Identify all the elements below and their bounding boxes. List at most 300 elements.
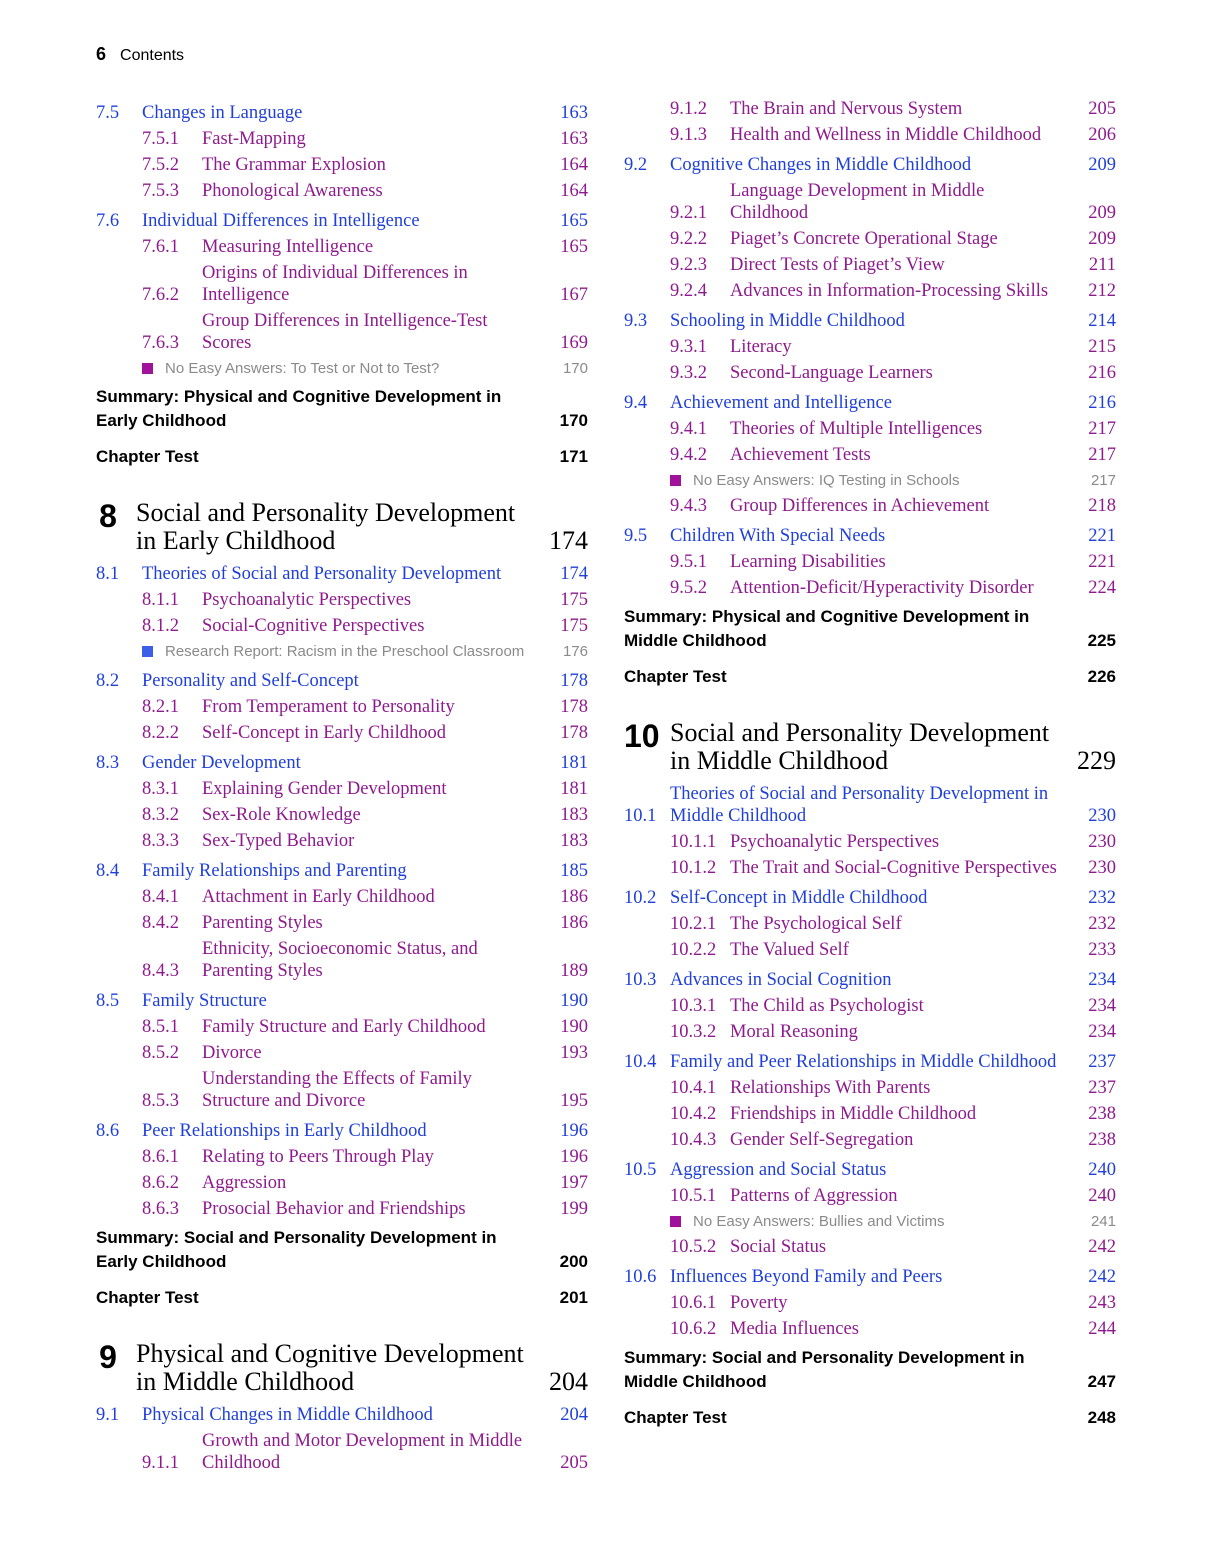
toc-subsection-entry[interactable] [624, 1019, 1116, 1045]
entry-page-number: 164 [560, 181, 588, 201]
entry-number: 10.3 [624, 970, 657, 990]
entry-title: Poverty [730, 1293, 788, 1313]
entry-title: Family Structure [142, 991, 267, 1011]
entry-title: Psychoanalytic Perspectives [730, 832, 940, 852]
entry-number: 7.6.1 [142, 237, 179, 257]
entry-number: 7.5.1 [142, 129, 179, 149]
entry-page-number: 186 [560, 887, 588, 907]
toc-subsection-entry[interactable] [624, 937, 1116, 963]
entry-title: Influences Beyond Family and Peers [670, 1267, 943, 1287]
entry-number: 10.4.1 [670, 1078, 717, 1098]
toc-subsection-entry[interactable] [624, 278, 1116, 304]
entry-title: Aggression [202, 1173, 287, 1193]
entry-number: 9.4.1 [670, 419, 707, 439]
entry-title: Advances in Information-Processing Skills [730, 281, 1049, 301]
chapter-test-title: Chapter Test [96, 1288, 199, 1307]
entry-title: Piaget’s Concrete Operational Stage [730, 229, 998, 249]
toc-subsection-entry[interactable] [96, 1196, 588, 1222]
entry-number: 8.6 [96, 1121, 120, 1141]
toc-summary-entry[interactable] [96, 385, 588, 433]
toc-subsection-entry[interactable] [624, 1101, 1116, 1127]
entry-title: Self-Concept in Middle Childhood [670, 888, 928, 908]
entry-title: Children With Special Needs [670, 526, 886, 546]
toc-section-entry[interactable] [96, 668, 588, 694]
entry-title: Relating to Peers Through Play [202, 1147, 434, 1167]
entry-number: 8.1.2 [142, 616, 179, 636]
entry-number: 10.1 [624, 806, 657, 826]
entry-number: 9.5 [624, 526, 648, 546]
entry-number: 10.3.1 [670, 996, 717, 1016]
entry-page-number: 244 [1088, 1319, 1116, 1339]
toc-section-entry[interactable] [96, 1118, 588, 1144]
entry-title: The Psychological Self [730, 914, 902, 934]
toc-subsection-entry[interactable] [96, 587, 588, 613]
entry-page-number: 217 [1088, 445, 1116, 465]
toc-section-entry[interactable] [624, 781, 1116, 829]
entry-number: 8.5.2 [142, 1043, 179, 1063]
toc-subsection-entry[interactable] [624, 575, 1116, 601]
entry-number: 8.5.1 [142, 1017, 179, 1037]
toc-chapter-heading[interactable] [96, 1340, 588, 1396]
entry-page-number: 190 [560, 1017, 588, 1037]
toc-subsection-entry[interactable] [624, 1316, 1116, 1342]
entry-page-number: 212 [1088, 281, 1116, 301]
entry-number: 9.2.2 [670, 229, 707, 249]
feature-title: No Easy Answers: IQ Testing in Schools [693, 472, 960, 489]
entry-title: Advances in Social Cognition [670, 970, 892, 990]
entry-page-number: 233 [1088, 940, 1116, 960]
entry-title: Sex-Typed Behavior [202, 831, 355, 851]
entry-title: Health and Wellness in Middle Childhood [730, 125, 1042, 145]
entry-title: The Child as Psychologist [730, 996, 924, 1016]
toc-section-entry[interactable] [624, 1264, 1116, 1290]
entry-number: 8.4.2 [142, 913, 179, 933]
toc-section-entry[interactable] [96, 561, 588, 587]
toc-section-entry[interactable] [624, 308, 1116, 334]
entry-title: Group Differences in Achievement [730, 496, 990, 516]
entry-page-number: 214 [1088, 311, 1116, 331]
entry-page-number: 175 [560, 616, 588, 636]
entry-page-number: 169 [560, 333, 588, 353]
entry-title: Family Relationships and Parenting [142, 861, 407, 881]
entry-title: Social Status [730, 1237, 827, 1257]
entry-number: 8.3.1 [142, 779, 179, 799]
toc-subsection-entry[interactable] [96, 1014, 588, 1040]
entry-page-number: 178 [560, 697, 588, 717]
toc-subsection-entry[interactable] [96, 1040, 588, 1066]
toc-section-entry[interactable] [624, 152, 1116, 178]
chapter-test-page-number: 201 [559, 1288, 588, 1307]
toc-subsection-entry[interactable] [624, 1127, 1116, 1153]
entry-number: 8.3 [96, 753, 120, 773]
entry-number: 9.2 [624, 155, 648, 175]
entry-page-number: 234 [1088, 996, 1116, 1016]
toc-subsection-entry[interactable] [624, 993, 1116, 1019]
entry-page-number: 232 [1088, 888, 1116, 908]
entry-page-number: 237 [1088, 1078, 1116, 1098]
entry-number: 9.4.3 [670, 496, 707, 516]
chapter-number: 9 [99, 1339, 117, 1375]
entry-title: Peer Relationships in Early Childhood [142, 1121, 427, 1141]
toc-chapter-heading[interactable] [624, 719, 1116, 775]
entry-page-number: 205 [1088, 99, 1116, 119]
toc-subsection-entry[interactable] [96, 613, 588, 639]
entry-title: Family and Peer Relationships in Middle Childhood [670, 1052, 1057, 1072]
page-header [96, 44, 184, 65]
entry-title: Direct Tests of Piaget’s View [730, 255, 945, 275]
entry-page-number: 178 [560, 671, 588, 691]
entry-page-number: 197 [560, 1173, 588, 1193]
toc-subsection-entry[interactable] [96, 910, 588, 936]
entry-number: 8.4.3 [142, 961, 179, 981]
toc-subsection-entry[interactable] [96, 776, 588, 802]
toc-feature-box-entry[interactable] [142, 356, 588, 381]
toc-section-entry[interactable] [624, 967, 1116, 993]
summary-title: Summary: Physical and Cognitive Development in Early Childhood [96, 387, 502, 430]
entry-number: 10.2.1 [670, 914, 717, 934]
toc-subsection-entry[interactable] [624, 1290, 1116, 1316]
toc-chapter-test-entry[interactable] [624, 665, 1116, 689]
entry-title: Ethnicity, Socioeconomic Status, and Parenting Styles [202, 939, 478, 981]
toc-subsection-entry[interactable] [96, 234, 588, 260]
entry-number: 9.1.3 [670, 125, 707, 145]
entry-page-number: 167 [560, 285, 588, 305]
toc-subsection-entry[interactable] [624, 122, 1116, 148]
feature-title: No Easy Answers: To Test or Not to Test? [165, 360, 440, 377]
entry-page-number: 218 [1088, 496, 1116, 516]
summary-page-number: 225 [1087, 631, 1116, 650]
entry-title: Personality and Self-Concept [142, 671, 359, 691]
toc-feature-box-entry[interactable] [142, 639, 588, 664]
toc-subsection-entry[interactable] [624, 829, 1116, 855]
entry-number: 9.1.2 [670, 99, 707, 119]
entry-page-number: 217 [1088, 419, 1116, 439]
toc-section-entry[interactable] [624, 1049, 1116, 1075]
entry-page-number: 242 [1088, 1267, 1116, 1287]
entry-number: 7.6.3 [142, 333, 179, 353]
feature-title: No Easy Answers: Bullies and Victims [693, 1213, 945, 1230]
toc-subsection-entry[interactable] [624, 442, 1116, 468]
toc-subsection-entry[interactable] [96, 178, 588, 204]
toc-subsection-entry[interactable] [96, 152, 588, 178]
toc-subsection-entry[interactable] [96, 720, 588, 746]
toc-subsection-entry[interactable] [624, 252, 1116, 278]
entry-number: 9.2.1 [670, 203, 707, 223]
page-number: 6 [96, 44, 107, 64]
entry-title: Origins of Individual Differences in Intelligence [202, 263, 468, 305]
entry-number: 10.6.2 [670, 1319, 717, 1339]
chapter-test-title: Chapter Test [96, 447, 199, 466]
chapter-title-group [136, 499, 588, 555]
entry-number: 8.5 [96, 991, 120, 1011]
entry-title: Social-Cognitive Perspectives [202, 616, 425, 636]
chapter-title-group [136, 1340, 588, 1396]
entry-page-number: 193 [560, 1043, 588, 1063]
entry-page-number: 230 [1088, 832, 1116, 852]
entry-title: The Trait and Social-Cognitive Perspectives [730, 858, 1057, 878]
toc-section-entry[interactable] [96, 100, 588, 126]
square-bullet-icon [142, 646, 153, 657]
entry-number: 9.1 [96, 1405, 120, 1425]
entry-number: 9.3.2 [670, 363, 707, 383]
square-bullet-icon [670, 475, 681, 486]
entry-number: 8.2 [96, 671, 120, 691]
feature-page-number: 241 [1090, 1213, 1116, 1230]
toc-subsection-entry[interactable] [96, 828, 588, 854]
chapter-page-number: 229 [1077, 746, 1116, 775]
toc-subsection-entry[interactable] [96, 308, 588, 356]
chapter-title: Social and Personality Development in Middle Childhood [670, 718, 1050, 775]
entry-page-number: 230 [1088, 806, 1116, 826]
entry-page-number: 209 [1088, 203, 1116, 223]
chapter-title: Social and Personality Development in Early Childhood [136, 498, 516, 555]
entry-page-number: 178 [560, 723, 588, 743]
entry-page-number: 205 [560, 1453, 588, 1473]
entry-page-number: 242 [1088, 1237, 1116, 1257]
toc-section-entry[interactable] [96, 858, 588, 884]
chapter-page-number: 174 [549, 526, 588, 555]
entry-number: 10.3.2 [670, 1022, 717, 1042]
summary-page-number: 200 [559, 1252, 588, 1271]
toc-subsection-entry[interactable] [96, 694, 588, 720]
entry-title: Literacy [730, 337, 792, 357]
toc-subsection-entry[interactable] [624, 416, 1116, 442]
entry-title: Physical Changes in Middle Childhood [142, 1405, 433, 1425]
toc-subsection-entry[interactable] [624, 178, 1116, 226]
entry-page-number: 238 [1088, 1104, 1116, 1124]
chapter-test-title: Chapter Test [624, 1408, 727, 1427]
toc-chapter-heading[interactable] [96, 499, 588, 555]
entry-page-number: 237 [1088, 1052, 1116, 1072]
chapter-title-group [670, 719, 1116, 775]
entry-page-number: 209 [1088, 155, 1116, 175]
entry-number: 8.4.1 [142, 887, 179, 907]
toc-subsection-entry[interactable] [96, 1170, 588, 1196]
entry-number: 7.5.2 [142, 155, 179, 175]
toc-chapter-test-entry[interactable] [96, 1286, 588, 1310]
toc-subsection-entry[interactable] [624, 226, 1116, 252]
entry-number: 9.3.1 [670, 337, 707, 357]
toc-subsection-entry[interactable] [96, 936, 588, 984]
entry-page-number: 196 [560, 1121, 588, 1141]
feature-page-number: 170 [562, 360, 588, 377]
toc-section-entry[interactable] [624, 390, 1116, 416]
entry-title: Learning Disabilities [730, 552, 886, 572]
toc-chapter-test-entry[interactable] [96, 445, 588, 469]
entry-page-number: 183 [560, 805, 588, 825]
entry-number: 10.2.2 [670, 940, 717, 960]
toc-subsection-entry[interactable] [624, 493, 1116, 519]
chapter-number: 10 [624, 718, 660, 754]
toc-subsection-entry[interactable] [96, 1066, 588, 1114]
toc-summary-entry[interactable] [624, 605, 1116, 653]
entry-number: 9.3 [624, 311, 648, 331]
entry-page-number: 234 [1088, 1022, 1116, 1042]
entry-number: 8.3.2 [142, 805, 179, 825]
entry-page-number: 164 [560, 155, 588, 175]
toc-section-entry[interactable] [96, 988, 588, 1014]
entry-title: Self-Concept in Early Childhood [202, 723, 447, 743]
entry-page-number: 209 [1088, 229, 1116, 249]
entry-number: 9.2.3 [670, 255, 707, 275]
entry-title: Second-Language Learners [730, 363, 933, 383]
entry-page-number: 232 [1088, 914, 1116, 934]
entry-page-number: 185 [560, 861, 588, 881]
toc-column-right [624, 96, 1116, 1430]
entry-number: 8.2.2 [142, 723, 179, 743]
feature-page-number: 217 [1090, 472, 1116, 489]
entry-title: Attachment in Early Childhood [202, 887, 435, 907]
entry-title: Changes in Language [142, 103, 303, 123]
entry-page-number: 216 [1088, 363, 1116, 383]
entry-number: 8.6.3 [142, 1199, 179, 1219]
entry-page-number: 175 [560, 590, 588, 610]
entry-title: Measuring Intelligence [202, 237, 374, 257]
chapter-title: Physical and Cognitive Development in Middle Childhood [136, 1339, 524, 1396]
entry-number: 9.4.2 [670, 445, 707, 465]
entry-page-number: 190 [560, 991, 588, 1011]
entry-title: From Temperament to Personality [202, 697, 455, 717]
entry-title: Patterns of Aggression [730, 1186, 898, 1206]
chapter-test-page-number: 248 [1087, 1408, 1116, 1427]
toc-section-entry[interactable] [96, 750, 588, 776]
entry-title: Moral Reasoning [730, 1022, 858, 1042]
toc-column-left [96, 96, 588, 1476]
entry-title: Individual Differences in Intelligence [142, 211, 420, 231]
entry-page-number: 174 [560, 564, 588, 584]
entry-title: Achievement Tests [730, 445, 871, 465]
entry-title: Explaining Gender Development [202, 779, 447, 799]
entry-page-number: 240 [1088, 1160, 1116, 1180]
toc-subsection-entry[interactable] [96, 884, 588, 910]
entry-number: 10.5.1 [670, 1186, 717, 1206]
entry-number: 8.5.3 [142, 1091, 179, 1111]
entry-title: Prosocial Behavior and Friendships [202, 1199, 466, 1219]
entry-page-number: 224 [1088, 578, 1116, 598]
entry-title: Gender Self-Segregation [730, 1130, 914, 1150]
entry-page-number: 221 [1088, 552, 1116, 572]
entry-number: 9.1.1 [142, 1453, 179, 1473]
entry-number: 8.1 [96, 564, 120, 584]
toc-section-entry[interactable] [96, 208, 588, 234]
entry-number: 10.5 [624, 1160, 657, 1180]
entry-number: 8.1.1 [142, 590, 179, 610]
toc-subsection-entry[interactable] [96, 260, 588, 308]
entry-page-number: 234 [1088, 970, 1116, 990]
entry-number: 7.5.3 [142, 181, 179, 201]
entry-page-number: 230 [1088, 858, 1116, 878]
toc-subsection-entry[interactable] [624, 1075, 1116, 1101]
toc-subsection-entry[interactable] [624, 1183, 1116, 1209]
toc-subsection-entry[interactable] [96, 1144, 588, 1170]
entry-title: Language Development in Middle Childhood [730, 181, 985, 223]
toc-subsection-entry[interactable] [96, 126, 588, 152]
entry-number: 10.5.2 [670, 1237, 717, 1257]
toc-section-entry[interactable] [624, 885, 1116, 911]
entry-page-number: 181 [560, 779, 588, 799]
toc-subsection-entry[interactable] [624, 334, 1116, 360]
toc-summary-entry[interactable] [624, 1346, 1116, 1394]
summary-page-number: 247 [1087, 1372, 1116, 1391]
toc-subsection-entry[interactable] [624, 549, 1116, 575]
entry-number: 9.2.4 [670, 281, 707, 301]
entry-number: 8.4 [96, 861, 120, 881]
chapter-page-number: 204 [549, 1367, 588, 1396]
entry-page-number: 163 [560, 129, 588, 149]
entry-page-number: 181 [560, 753, 588, 773]
entry-title: The Valued Self [730, 940, 849, 960]
entry-number: 10.4.2 [670, 1104, 717, 1124]
entry-title: Group Differences in Intelligence-Test Scores [202, 311, 488, 353]
square-bullet-icon [142, 363, 153, 374]
entry-page-number: 183 [560, 831, 588, 851]
running-head: Contents [120, 47, 185, 64]
toc-feature-box-entry[interactable] [670, 1209, 1116, 1234]
entry-number: 8.6.1 [142, 1147, 179, 1167]
entry-title: Friendships in Middle Childhood [730, 1104, 977, 1124]
entry-title: Family Structure and Early Childhood [202, 1017, 486, 1037]
entry-number: 10.4 [624, 1052, 657, 1072]
entry-title: Media Influences [730, 1319, 859, 1339]
entry-page-number: 165 [560, 211, 588, 231]
entry-page-number: 221 [1088, 526, 1116, 546]
entry-title: The Grammar Explosion [202, 155, 386, 175]
entry-number: 7.5 [96, 103, 120, 123]
summary-title: Summary: Social and Personality Development in Early Childhood [96, 1228, 497, 1271]
entry-title: Aggression and Social Status [670, 1160, 887, 1180]
entry-page-number: 186 [560, 913, 588, 933]
toc-subsection-entry[interactable] [624, 1234, 1116, 1260]
entry-page-number: 240 [1088, 1186, 1116, 1206]
toc-section-entry[interactable] [624, 523, 1116, 549]
entry-title: Psychoanalytic Perspectives [202, 590, 412, 610]
toc-subsection-entry[interactable] [96, 802, 588, 828]
entry-number: 8.6.2 [142, 1173, 179, 1193]
summary-page-number: 170 [559, 411, 588, 430]
toc-feature-box-entry[interactable] [670, 468, 1116, 493]
entry-title: Understanding the Effects of Family Structure and Divorce [202, 1069, 472, 1111]
entry-title: Cognitive Changes in Middle Childhood [670, 155, 972, 175]
entry-number: 10.4.3 [670, 1130, 717, 1150]
entry-title: Achievement and Intelligence [670, 393, 892, 413]
chapter-test-title: Chapter Test [624, 667, 727, 686]
entry-number: 9.5.1 [670, 552, 707, 572]
toc-subsection-entry[interactable] [624, 360, 1116, 386]
toc-summary-entry[interactable] [96, 1226, 588, 1274]
entry-number: 7.6 [96, 211, 120, 231]
toc-chapter-test-entry[interactable] [624, 1406, 1116, 1430]
entry-page-number: 165 [560, 237, 588, 257]
entry-title: Phonological Awareness [202, 181, 383, 201]
entry-title: Divorce [202, 1043, 262, 1063]
entry-number: 10.1.1 [670, 832, 717, 852]
toc-section-entry[interactable] [624, 1157, 1116, 1183]
toc-subsection-entry[interactable] [624, 855, 1116, 881]
entry-title: Attention-Deficit/Hyperactivity Disorder [730, 578, 1034, 598]
toc-section-entry[interactable] [96, 1402, 588, 1428]
entry-page-number: 243 [1088, 1293, 1116, 1313]
feature-title: Research Report: Racism in the Preschool Classroom [165, 643, 525, 660]
entry-number: 8.2.1 [142, 697, 179, 717]
entry-title: Theories of Social and Personality Development in Middle Childhood [670, 784, 1049, 826]
entry-title: Sex-Role Knowledge [202, 805, 361, 825]
entry-number: 10.2 [624, 888, 657, 908]
toc-subsection-entry[interactable] [96, 1428, 588, 1476]
toc-subsection-entry[interactable] [624, 911, 1116, 937]
entry-title: The Brain and Nervous System [730, 99, 963, 119]
toc-subsection-entry[interactable] [624, 96, 1116, 122]
chapter-number: 8 [99, 498, 117, 534]
